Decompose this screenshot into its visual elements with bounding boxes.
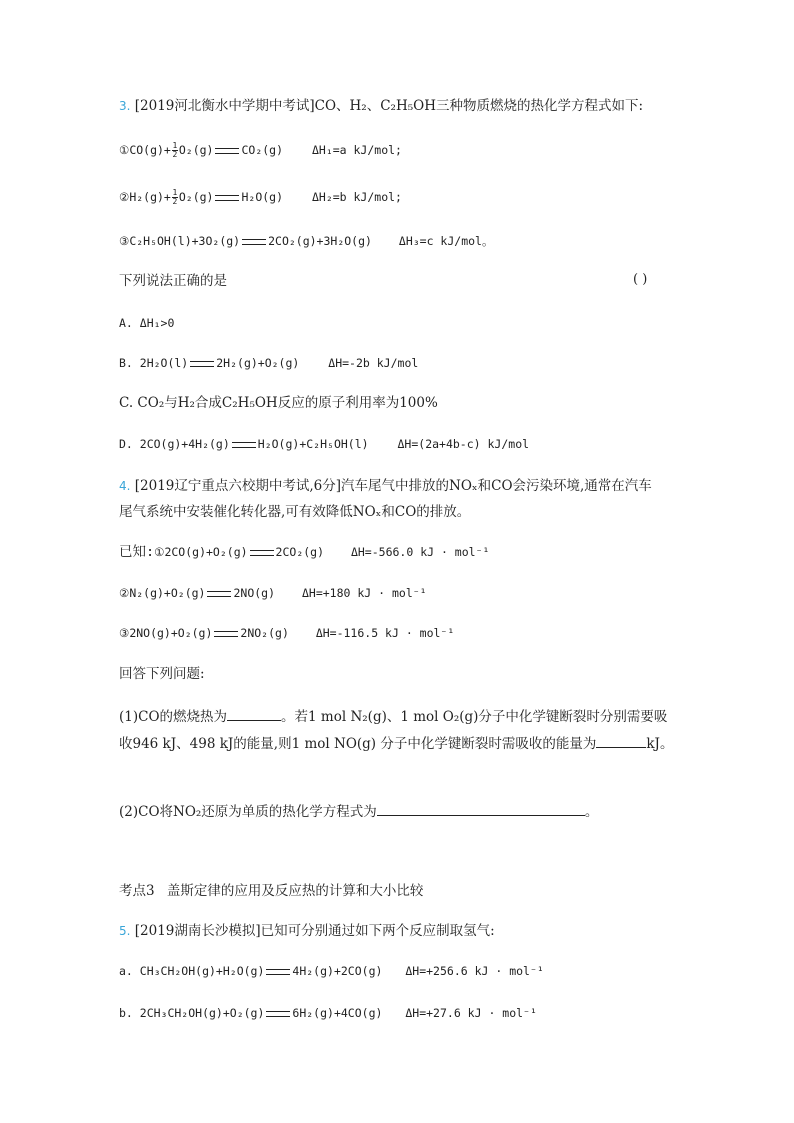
q4-eq2 xyxy=(119,584,427,602)
section-title: 盖斯定律的应用及反应热的计算和大小比较 xyxy=(166,883,424,899)
eq-lhs: H₂(g)+ xyxy=(129,190,171,204)
equals-arrow xyxy=(190,361,214,367)
equals-arrow xyxy=(242,239,266,245)
eq-delta-h: ΔH₂=b kJ/mol; xyxy=(311,190,402,204)
eq-index: ② xyxy=(119,190,130,204)
q4-stem1: [2019辽宁重点六校期中考试,6分]汽车尾气中排放的NOₓ和CO会污染环境,通常在汽车 xyxy=(134,478,652,494)
answer-blank[interactable] xyxy=(227,706,281,721)
equals-arrow xyxy=(207,591,231,597)
q3-option-c: C. CO₂与H₂合成C₂H₅OH反应的原子利用率为100% xyxy=(119,395,438,411)
q3-stem-line xyxy=(119,97,643,115)
q4-stem-line1 xyxy=(119,477,652,495)
eq-rhs: 2NO(g) xyxy=(233,586,276,600)
eq-lhs-rest: O₂(g) xyxy=(178,190,214,204)
q3-ask: 下列说法正确的是 xyxy=(119,273,227,289)
equals-arrow xyxy=(232,442,256,448)
eq-delta-h: ΔH=+180 kJ · mol⁻¹ xyxy=(301,586,427,600)
q4-answer-prompt: 回答下列问题: xyxy=(119,666,205,682)
q3-stem: [2019河北衡水中学期中考试]CO、H₂、C₂H₅OH三种物质燃烧的热化学方程式如下: xyxy=(134,98,644,114)
eq-delta-h: ΔH₃=c kJ/mol。 xyxy=(398,234,494,248)
eq-lhs: C₂H₅OH(l)+3O₂(g) xyxy=(129,234,241,248)
answer-parentheses: ( ) xyxy=(633,272,648,287)
equals-arrow xyxy=(215,148,239,154)
half-fraction: $\frac{1}{2}$ xyxy=(172,141,178,159)
eq-lhs: 2NO(g)+O₂(g) xyxy=(129,626,213,640)
q4-eq1 xyxy=(119,543,489,561)
eq-rhs: 2NO₂(g) xyxy=(240,626,289,640)
eq-delta-h: ΔH=+27.6 kJ · mol⁻¹ xyxy=(405,1006,537,1020)
option-lhs: B. 2H₂O(l) xyxy=(119,356,189,370)
q3-option-a: A. ΔH₁>0 xyxy=(119,316,175,330)
q5-eq-a xyxy=(119,962,544,980)
eq-delta-h: ΔH=-566.0 kJ · mol⁻¹ xyxy=(350,545,490,559)
eq-index: ③ xyxy=(119,626,130,640)
q4-stem-line2: 尾气系统中安装催化转化器,可有效降低NOₓ和CO的排放。 xyxy=(119,504,471,520)
eq-rhs: 2CO₂(g)+3H₂O(g) xyxy=(268,234,372,248)
q4-part2-end: 。 xyxy=(584,804,599,820)
equals-arrow xyxy=(214,631,238,637)
eq-lhs: a. CH₃CH₂OH(g)+H₂O(g) xyxy=(119,964,265,978)
answer-blank[interactable] xyxy=(596,733,646,748)
eq-rhs: 6H₂(g)+4CO(g) xyxy=(292,1006,383,1020)
eq-index: ① xyxy=(119,143,130,157)
eq-index: ① xyxy=(154,545,165,559)
q4-part2-text: (2)CO将NO₂还原为单质的热化学方程式为 xyxy=(119,804,377,820)
q5-stem: [2019湖南长沙模拟]已知可分别通过如下两个反应制取氢气: xyxy=(134,923,495,939)
section-label: 考点3 xyxy=(119,883,155,899)
answer-blank[interactable] xyxy=(377,801,585,816)
q4-part1-line2 xyxy=(119,733,673,753)
equals-arrow xyxy=(215,195,239,201)
eq-delta-h: ΔH=+256.6 kJ · mol⁻¹ xyxy=(405,964,544,978)
q4-number: 4. xyxy=(119,479,131,493)
eq-rhs: 4H₂(g)+2CO(g) xyxy=(292,964,383,978)
option-lhs: D. 2CO(g)+4H₂(g) xyxy=(119,437,230,451)
eq-lhs: b. 2CH₃CH₂OH(g)+O₂(g) xyxy=(119,1006,265,1020)
section-heading xyxy=(119,882,423,900)
eq-lhs: N₂(g)+O₂(g) xyxy=(129,586,206,600)
q3-eq1 xyxy=(119,141,402,159)
eq-delta-h: ΔH=-116.5 kJ · mol⁻¹ xyxy=(315,626,455,640)
q3-option-d xyxy=(119,435,529,453)
q5-eq-b xyxy=(119,1004,537,1022)
q5-number: 5. xyxy=(119,924,131,938)
q4-part1-line1 xyxy=(119,706,667,726)
option-rhs: H₂O(g)+C₂H₅OH(l) xyxy=(257,437,369,451)
q4-part1-text: (1)CO的燃烧热为 xyxy=(119,709,228,725)
eq-rhs: 2CO₂(g) xyxy=(275,545,325,559)
q4-part1-text2: 收946 kJ、498 kJ的能量,则1 mol NO(g) 分子中化学键断裂时需吸收的能量为 xyxy=(119,736,597,752)
eq-index: ② xyxy=(119,586,130,600)
q3-option-b xyxy=(119,354,418,372)
eq-lhs: CO(g)+ xyxy=(129,143,171,157)
q3-eq3 xyxy=(119,232,493,250)
q4-part2 xyxy=(119,801,598,821)
eq-lhs: 2CO(g)+O₂(g) xyxy=(164,545,248,559)
eq-rhs: CO₂(g) xyxy=(241,143,284,157)
eq-lhs-rest: O₂(g) xyxy=(178,143,214,157)
q4-part1-unit: kJ。 xyxy=(646,736,674,752)
equals-arrow xyxy=(250,550,274,556)
q3-number: 3. xyxy=(119,99,131,113)
eq-rhs: H₂O(g) xyxy=(241,190,284,204)
option-delta-h: ΔH=-2b kJ/mol xyxy=(328,356,419,370)
q3-eq2 xyxy=(119,188,402,206)
known-prefix: 已知: xyxy=(119,544,155,560)
q4-eq3 xyxy=(119,624,454,642)
option-delta-h: ΔH=(2a+4b-c) kJ/mol xyxy=(397,437,530,451)
eq-index: ③ xyxy=(119,234,130,248)
q5-stem-line xyxy=(119,922,495,940)
equals-arrow xyxy=(266,1011,290,1017)
option-rhs: 2H₂(g)+O₂(g) xyxy=(216,356,300,370)
q4-part1-text-cont: 。若1 mol N₂(g)、1 mol O₂(g)分子中化学键断裂时分别需要吸 xyxy=(281,709,668,725)
half-fraction: $\frac{1}{2}$ xyxy=(172,188,178,206)
equals-arrow xyxy=(266,969,290,975)
eq-delta-h: ΔH₁=a kJ/mol; xyxy=(311,143,402,157)
